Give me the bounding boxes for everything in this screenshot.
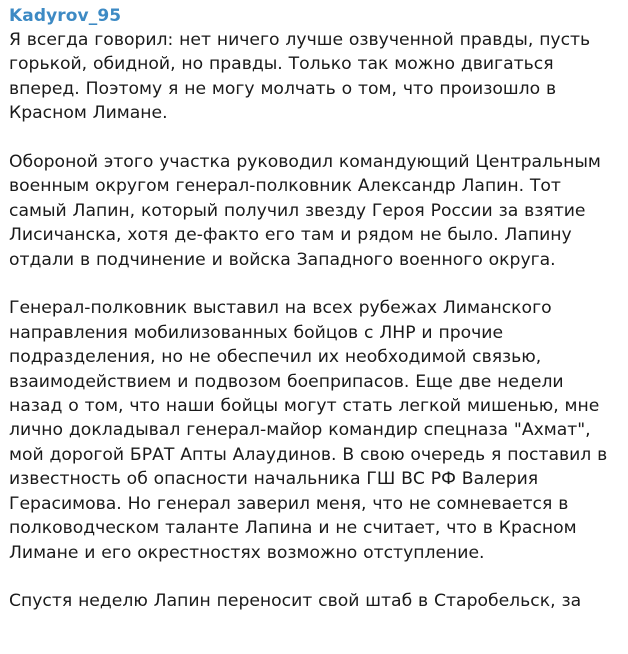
paragraph-4: Спустя неделю Лапин переносит свой штаб в Старобельск, за — [9, 591, 582, 612]
paragraph-spacer — [9, 565, 622, 589]
paragraph-3: Генерал-полковник выставил на всех рубежах Лиманского направления мобилизованных бойцов с ЛНР и прочие подразделения, но не обеспечил их необходимой связью, взаимодействием и подвозом боеприпасов. Еще две недели назад о том, что наши бойцы могут стать легкой мишенью, мне лично докладывал генерал-майор командир спецназа "Ахмат", мой дорогой БРАТ Апты Алаудинов. В свою очередь я поставил в известность об опасности начальника ГШ ВС РФ Валерия Герасимова. Но генерал заверил меня, что не сомневается в полководческом таланте Лапина и не считает, что в Красном Лимане и его окрестностях возможно отступление. — [9, 298, 608, 563]
paragraph-spacer — [9, 126, 622, 150]
paragraph-spacer — [9, 272, 622, 296]
paragraph-1: Я всегда говорил: нет ничего лучше озвученной правды, пусть горькой, обидной, но правды. Только так можно двигаться вперед. Поэтому я не могу молчать о том, что произошло в Красном Лимане. — [9, 30, 591, 124]
channel-name-link[interactable]: Kadyrov_95 — [9, 6, 122, 26]
paragraph-2: Обороной этого участка руководил командующий Центральным военным округом генерал-полковник Александр Лапин. Тот самый Лапин, который получил звезду Героя России за взятие Лисичанска, хотя де-факто его там и рядом не было. Лапину отдали в подчинение и войска Западного военного округа. — [9, 152, 601, 270]
